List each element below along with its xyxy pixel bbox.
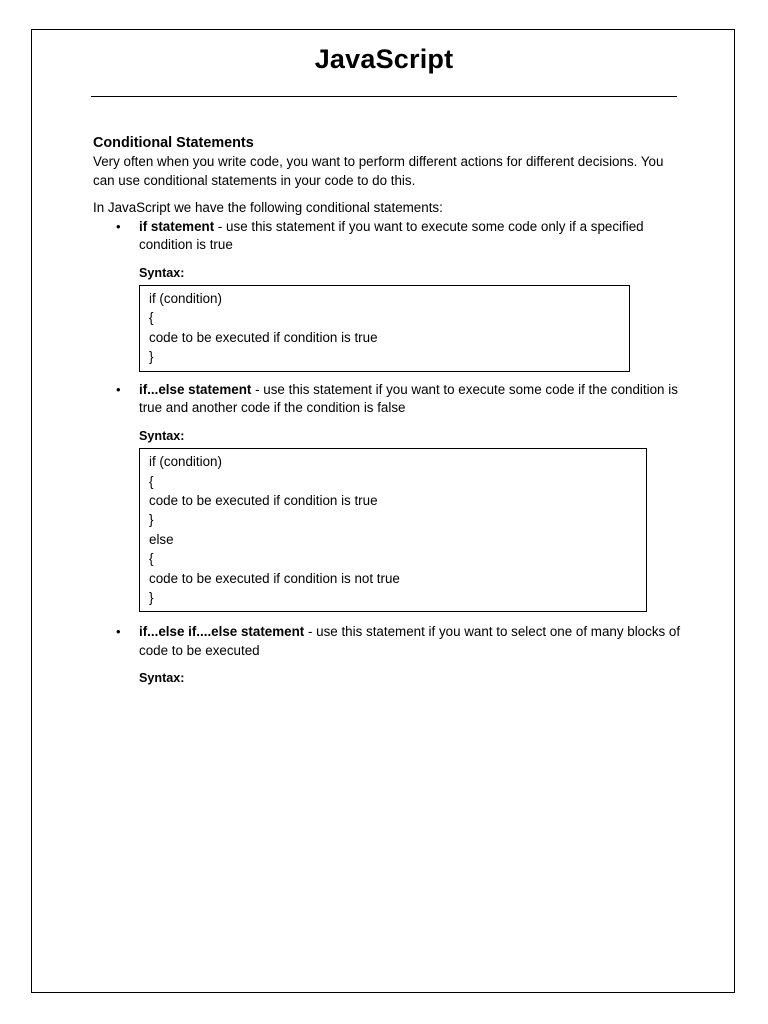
statement-description: - use this statement if you want to select one of many blocks of code to be executed — [139, 624, 681, 658]
document-body — [93, 133, 683, 691]
statement-description: - use this statement if you want to execute some code if the condition is true and another code if the condition is false — [139, 381, 678, 416]
section-heading: Conditional Statements — [93, 135, 254, 151]
statement-name: if statement — [139, 218, 215, 234]
list-spacer — [93, 372, 683, 381]
code-line: { — [149, 473, 154, 489]
statement-name: if...else statement — [139, 381, 252, 397]
code-line: { — [149, 310, 154, 326]
title-divider — [91, 96, 677, 97]
code-box-if-else — [139, 448, 647, 612]
statement-description: - use this statement if you want to execute some code only if a specified condition is true — [139, 218, 644, 252]
conditional-statement-list — [93, 218, 683, 688]
code-line: } — [149, 512, 154, 528]
list-item-if-statement — [93, 218, 683, 372]
code-line: if (condition) — [149, 291, 222, 306]
bullet-icon: • — [116, 624, 121, 640]
code-line: if (condition) — [149, 454, 222, 470]
document-title: JavaScript — [314, 44, 454, 74]
code-line: { — [149, 551, 154, 567]
code-line: else — [149, 531, 174, 547]
code-line: code to be executed if condition is true — [149, 329, 378, 345]
syntax-label: Syntax: — [139, 428, 185, 443]
intro-paragraph: Very often when you write code, you want to perform different actions for different decisions. You can use conditional statements in your code to do this. — [93, 154, 664, 188]
syntax-label: Syntax: — [139, 671, 185, 686]
syntax-label: Syntax: — [139, 265, 185, 280]
list-item-if-else-statement — [93, 381, 683, 613]
code-line: } — [149, 349, 154, 365]
bullet-icon: • — [116, 218, 121, 234]
lead-in-paragraph: In JavaScript we have the following conditional statements: — [93, 200, 443, 215]
list-spacer — [93, 612, 683, 623]
code-line: } — [149, 589, 154, 605]
code-box-if — [139, 285, 630, 372]
bullet-icon: • — [116, 381, 121, 397]
statement-name: if...else if....else statement — [139, 624, 305, 640]
code-line: code to be executed if condition is not true — [149, 570, 400, 586]
code-line: code to be executed if condition is true — [149, 492, 378, 508]
list-item-if-else-if-else-statement — [93, 623, 683, 688]
